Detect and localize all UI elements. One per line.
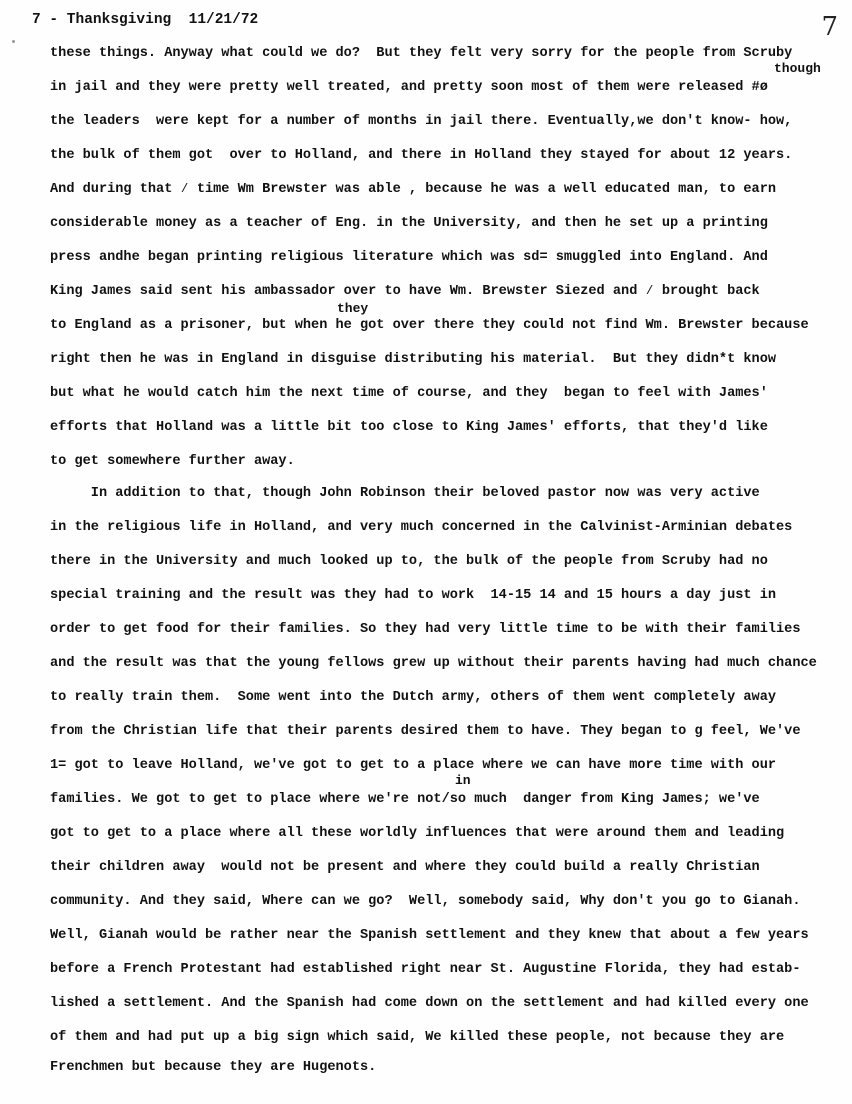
text-line: these things. Anyway what could we do? But they felt very sorry for the people from Scruby [50,46,793,61]
text-line: In addition to that, though John Robinson their beloved pastor now was very active [50,486,760,501]
text-line: of them and had put up a big sign which said, We killed these people, not because they are [50,1030,785,1045]
text-line: in the religious life in Holland, and very much concerned in the Calvinist-Arminian debates [50,520,793,535]
text-line: King James said sent his ambassador over to have Wm. Brewster Siezed and ∕ brought back [50,284,760,299]
text-line: press andhe began printing religious literature which was sd= smuggled into England. And [50,250,768,265]
text-line: from the Christian life that their parents desired them to have. They began to g feel, We've [50,724,801,739]
text-line: 1= got to leave Holland, we've got to get to a place where we can have more time with our [50,758,777,773]
text-line: their children away would not be present and where they could build a really Christian [50,860,760,875]
page-header: 7 - Thanksgiving 11/21/72 [32,12,259,28]
text-line: the leaders were kept for a number of months in jail there. Eventually,we don't know- how, [50,114,793,129]
text-line: to really train them. Some went into the Dutch army, others of them went completely away [50,690,777,705]
text-line: in jail and they were pretty well treated, and pretty soon most of them were released #ø [50,80,768,95]
inserted-word-they: they [337,301,369,316]
handwritten-page-number: 7 [821,12,838,42]
text-line: efforts that Holland was a little bit too close to King James' efforts, that they'd like [50,420,768,435]
text-line: to get somewhere further away. [50,454,295,469]
inserted-word-in: in [455,773,471,788]
text-line: order to get food for their families. So they had very little time to be with their families [50,622,801,637]
text-line: the bulk of them got over to Holland, and there in Holland they stayed for about 12 years. [50,148,793,163]
text-line: but what he would catch him the next time of course, and they began to feel with James' [50,386,768,401]
text-line: special training and the result was they had to work 14-15 14 and 15 hours a day just in [50,588,777,603]
text-line: families. We got to get to place where we're not/so much danger from King James; we've [50,792,760,807]
margin-mark [12,40,15,43]
text-line: got to get to a place where all these worldly influences that were around them and leading [50,826,785,841]
text-line: And during that ∕ time Wm Brewster was able , because he was a well educated man, to earn [50,182,777,197]
text-line: considerable money as a teacher of Eng. in the University, and then he set up a printing [50,216,768,231]
text-line: and the result was that the young fellows grew up without their parents having had much chance [50,656,817,671]
text-line: lished a settlement. And the Spanish had come down on the settlement and had killed every one [50,996,809,1011]
text-line: Frenchmen but because they are Hugenots. [50,1060,377,1075]
text-line: there in the University and much looked up to, the bulk of the people from Scruby had no [50,554,768,569]
inserted-word-though: though [774,61,821,76]
text-line: Well, Gianah would be rather near the Spanish settlement and they knew that about a few years [50,928,809,943]
text-line: to England as a prisoner, but when he got over there they could not find Wm. Brewster because [50,318,809,333]
text-line: before a French Protestant had established right near St. Augustine Florida, they had estab- [50,962,801,977]
text-line: community. And they said, Where can we go? Well, somebody said, Why don't you go to Gianah. [50,894,801,909]
text-line: right then he was in England in disguise distributing his material. But they didn*t know [50,352,777,367]
